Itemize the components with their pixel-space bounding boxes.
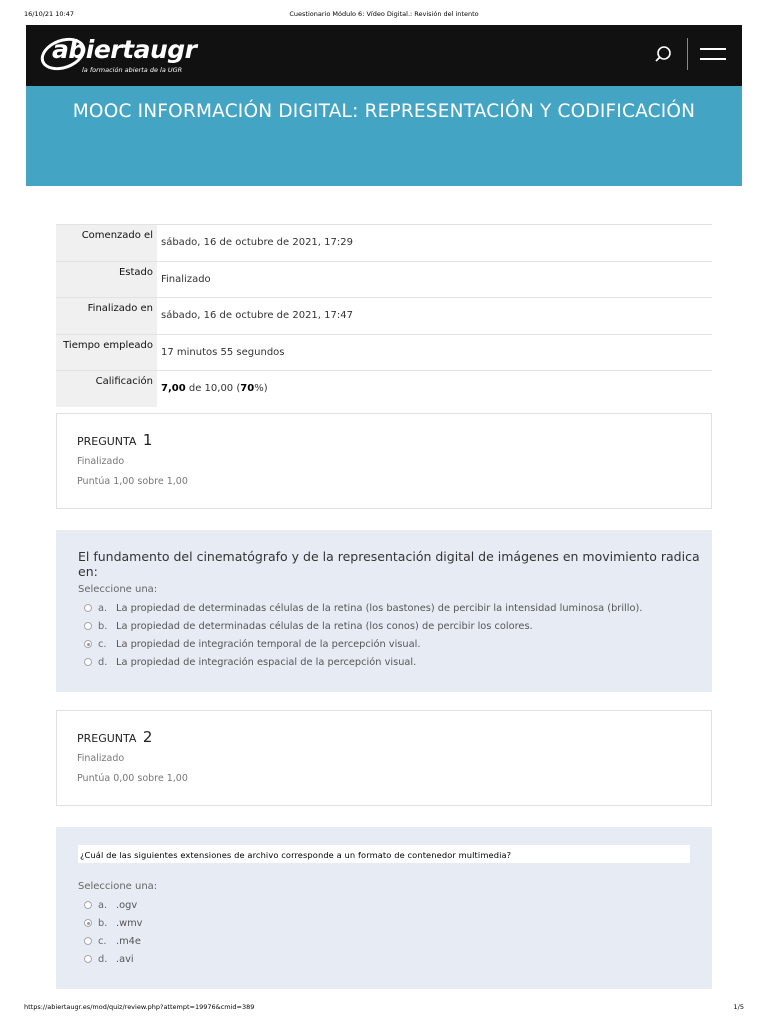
question-state: Finalizado [77, 753, 125, 764]
answer-text: La propiedad de integración temporal de la percepción visual. [116, 638, 421, 650]
print-datetime: 16/10/21 10:47 [24, 10, 74, 18]
course-title: MOOC INFORMACIÓN DIGITAL: REPRESENTACIÓN Y CODIFICACIÓN [72, 101, 696, 122]
summary-row-time [56, 334, 712, 371]
summary-row-started [56, 224, 712, 261]
question-text: El fundamento del cinematógrafo y de la representación digital de imágenes en movimiento radica en: [78, 549, 700, 579]
answer-letter: b. [98, 917, 108, 929]
radio-button-selected[interactable] [84, 919, 92, 927]
summary-label: Finalizado en [56, 298, 157, 334]
answer-prompt: Seleccione una: [78, 584, 158, 595]
radio-button-selected[interactable] [84, 640, 92, 648]
question-text: ¿Cuál de las siguientes extensiones de archivo corresponde a un formato de contenedor multimedia? [78, 845, 690, 863]
summary-row-grade [56, 370, 712, 407]
answer-text: .avi [116, 953, 134, 965]
answer-option[interactable] [84, 636, 420, 652]
logo-text: abiertaugr [52, 35, 197, 64]
answer-option[interactable] [84, 933, 141, 949]
radio-button[interactable] [84, 901, 92, 909]
print-url: https://abiertaugr.es/mod/quiz/review.php?attempt=19976&cmid=389 [24, 1003, 255, 1011]
radio-button[interactable] [84, 622, 92, 630]
hamburger-menu-icon[interactable] [700, 45, 726, 65]
answer-option[interactable] [84, 915, 142, 931]
top-navbar [26, 25, 742, 86]
answer-letter: a. [98, 602, 108, 614]
question-info-1 [56, 413, 712, 509]
answer-prompt: Seleccione una: [78, 881, 158, 892]
answer-letter: b. [98, 620, 108, 632]
navbar-divider [687, 38, 688, 70]
logo-subtitle: la formación abierta de la UGR [82, 66, 183, 74]
answer-letter: d. [98, 953, 108, 965]
grade-percent: 70 [240, 383, 255, 394]
answer-letter: c. [98, 638, 107, 650]
question-title [77, 431, 152, 449]
summary-row-state [56, 261, 712, 298]
summary-row-finished [56, 297, 712, 334]
question-grade: Puntúa 1,00 sobre 1,00 [77, 476, 188, 487]
summary-value: sábado, 16 de octubre de 2021, 17:47 [161, 310, 353, 321]
answer-text: .ogv [116, 899, 138, 911]
summary-value: Finalizado [161, 273, 211, 285]
print-title: Cuestionario Módulo 6: Vídeo Digital.: Revisión del intento [289, 10, 479, 18]
radio-button[interactable] [84, 937, 92, 945]
summary-value: sábado, 16 de octubre de 2021, 17:29 [161, 237, 353, 248]
question-info-2 [56, 710, 712, 806]
grade-end: %) [254, 383, 268, 394]
question-content-1 [56, 530, 712, 692]
question-grade: Puntúa 0,00 sobre 1,00 [77, 773, 188, 784]
summary-label: Tiempo empleado [56, 335, 157, 371]
print-page-number: 1/5 [733, 1003, 744, 1011]
answer-option[interactable] [84, 897, 137, 913]
radio-button[interactable] [84, 955, 92, 963]
question-label: PREGUNTA [77, 435, 137, 448]
summary-label: Calificación [56, 371, 157, 407]
answer-letter: c. [98, 935, 107, 947]
question-number: 1 [142, 431, 153, 449]
answer-letter: d. [98, 656, 108, 668]
question-content-2 [56, 827, 712, 989]
question-number: 2 [142, 728, 153, 746]
answer-option[interactable] [84, 618, 533, 634]
answer-letter: a. [98, 899, 108, 911]
radio-button[interactable] [84, 658, 92, 666]
question-label: PREGUNTA [77, 732, 137, 745]
search-icon[interactable] [654, 44, 676, 66]
grade-score: 7,00 [161, 383, 186, 394]
answer-text: .m4e [116, 935, 141, 947]
answer-text: .wmv [116, 917, 143, 929]
attempt-summary-table [56, 224, 712, 407]
summary-label: Estado [56, 262, 157, 298]
answer-option[interactable] [84, 600, 642, 616]
answer-text: La propiedad de integración espacial de la percepción visual. [116, 656, 417, 668]
summary-label: Comenzado el [56, 225, 157, 261]
print-header [0, 10, 768, 22]
site-logo[interactable] [40, 37, 230, 77]
grade-value [157, 371, 712, 407]
answer-option[interactable] [84, 951, 134, 967]
answer-text: La propiedad de determinadas células de la retina (los conos) de percibir los colores. [116, 620, 533, 632]
answer-text: La propiedad de determinadas células de la retina (los bastones) de percibir la intensidad luminosa (brillo). [116, 602, 643, 614]
grade-middle: de 10,00 ( [185, 383, 241, 394]
course-banner [26, 86, 742, 186]
summary-value: 17 minutos 55 segundos [161, 346, 285, 358]
answer-option[interactable] [84, 654, 416, 670]
radio-button[interactable] [84, 604, 92, 612]
question-state: Finalizado [77, 456, 125, 467]
question-title [77, 728, 152, 746]
